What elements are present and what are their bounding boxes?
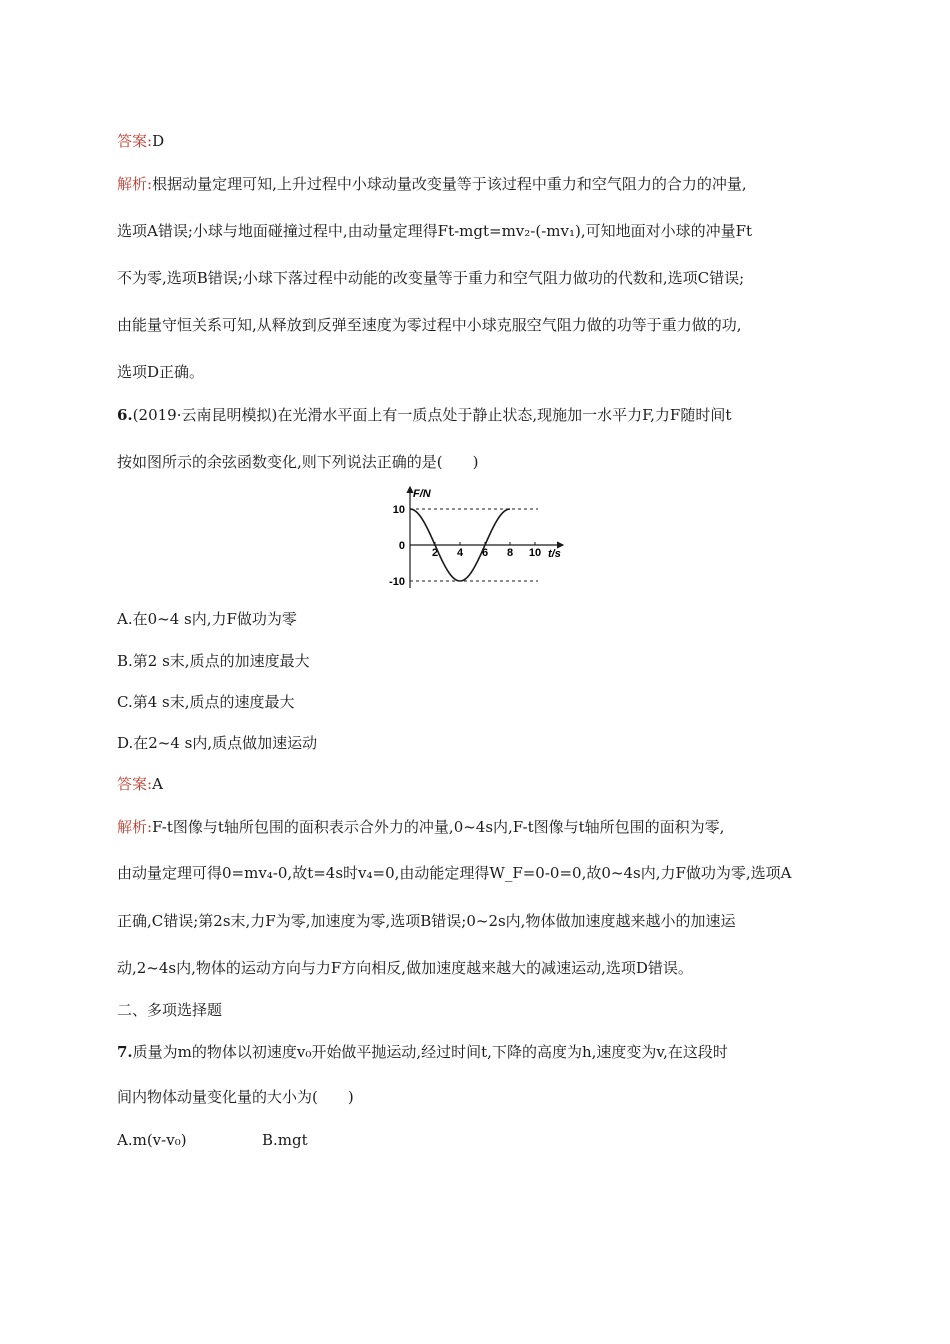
explanation-line bbox=[117, 174, 747, 194]
option-d[interactable]: D.在2~4 s内,质点做加速运动 bbox=[117, 734, 318, 752]
x-tick-label: 8 bbox=[506, 547, 514, 559]
question-7-options bbox=[117, 1130, 308, 1150]
explanation-line: 由能量守恒关系可知,从释放到反弹至速度为零过程中小球克服空气阻力做的功等于重力做的功, bbox=[117, 316, 742, 334]
question-6-line: 按如图所示的余弦函数变化,则下列说法正确的是( ) bbox=[117, 453, 479, 471]
option-c[interactable]: C.第4 s末,质点的速度最大 bbox=[117, 693, 295, 711]
explanation-text: 根据动量定理可知,上升过程中小球动量改变量等于该过程中重力和空气阻力的合力的冲量, bbox=[152, 175, 747, 193]
explanation-line: 正确,C错误;第2s末,力F为零,加速度为零,选项B错误;0~2s内,物体做加速度越来越小的加速运 bbox=[117, 912, 736, 930]
option-a[interactable]: A.在0~4 s内,力F做功为零 bbox=[117, 610, 297, 628]
question-6-line bbox=[117, 405, 731, 425]
x-tick-label: 6 bbox=[481, 547, 489, 559]
question-text: 质量为m的物体以初速度v₀开始做平抛运动,经过时间t,下降的高度为h,速度变为v,在这段时 bbox=[132, 1043, 728, 1061]
explanation-line: 选项A错误;小球与地面碰撞过程中,由动量定理得Ft-mgt=mv₂-(-mv₁),可知地面对小球的冲量Ft bbox=[117, 222, 753, 240]
option-a[interactable]: A.m(v-v₀) bbox=[117, 1131, 187, 1149]
answer-line-2 bbox=[117, 774, 163, 794]
x-tick-label: 2 bbox=[431, 547, 439, 559]
answer-line-1 bbox=[117, 131, 164, 151]
x-axis-label: t/s bbox=[548, 548, 561, 560]
option-b[interactable]: B.第2 s末,质点的加速度最大 bbox=[117, 652, 310, 670]
question-7-line: 间内物体动量变化量的大小为( ) bbox=[117, 1088, 354, 1106]
explanation-line: 由动量定理可得0=mv₄-0,故t=4s时v₄=0,由动能定理得W_F=0-0=0,故0~4s内,力F做功为零,选项A bbox=[117, 864, 792, 882]
question-number: 7. bbox=[117, 1043, 133, 1061]
y-tick-label: 0 bbox=[398, 540, 405, 552]
question-number: 6. bbox=[117, 406, 133, 424]
section-heading: 二、多项选择题 bbox=[117, 1001, 223, 1019]
explanation-line: 动,2~4s内,物体的运动方向与力F方向相反,做加速度越来越大的减速运动,选项D错误。 bbox=[117, 959, 693, 977]
answer-value: A bbox=[152, 775, 163, 793]
explanation-label: 解析: bbox=[117, 175, 153, 193]
explanation-label: 解析: bbox=[117, 818, 153, 836]
force-time-chart bbox=[370, 484, 580, 594]
answer-label: 答案: bbox=[117, 775, 153, 793]
option-b[interactable]: B.mgt bbox=[262, 1131, 308, 1149]
question-text: (2019·云南昆明模拟)在光滑水平面上有一质点处于静止状态,现施加一水平力F,力F随时间t bbox=[132, 406, 732, 424]
answer-label: 答案: bbox=[117, 132, 153, 150]
y-tick-label: 10 bbox=[392, 504, 405, 516]
explanation-line: 选项D正确。 bbox=[117, 363, 205, 381]
x-tick-label: 4 bbox=[456, 547, 464, 559]
x-tick-label: 10 bbox=[528, 547, 542, 559]
explanation-text: F-t图像与t轴所包围的面积表示合外力的冲量,0~4s内,F-t图像与t轴所包围的面积为零, bbox=[152, 818, 725, 836]
answer-value: D bbox=[152, 132, 165, 150]
explanation-line bbox=[117, 817, 724, 837]
y-axis-label: F/N bbox=[413, 488, 431, 500]
question-7-line bbox=[117, 1042, 728, 1062]
y-tick-label: -10 bbox=[389, 576, 405, 588]
explanation-line: 不为零,选项B错误;小球下落过程中动能的改变量等于重力和空气阻力做功的代数和,选项C错误; bbox=[117, 269, 745, 287]
